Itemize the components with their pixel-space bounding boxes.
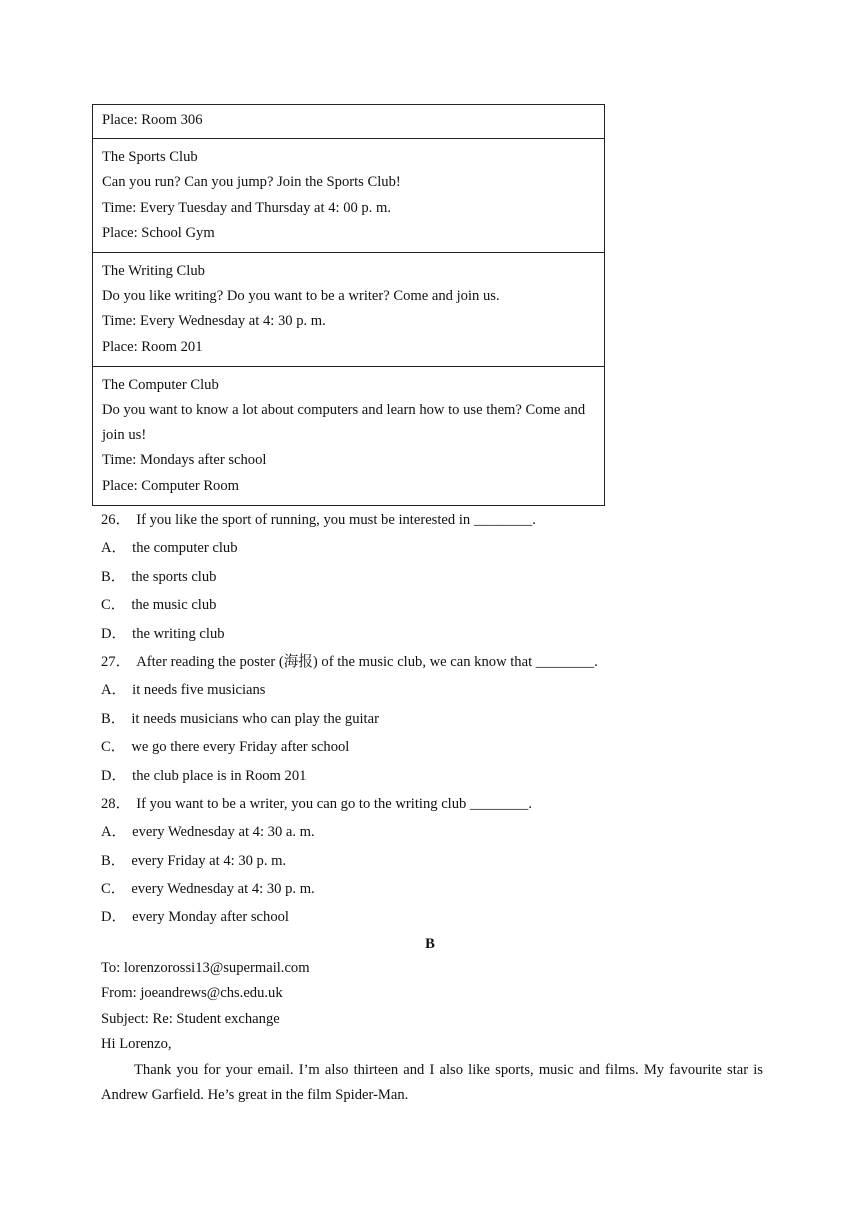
option-a <box>101 534 781 562</box>
option-text: it needs musicians who can play the guitar <box>131 710 379 727</box>
option-letter: B． <box>101 852 126 869</box>
club-cell-computer <box>93 367 604 506</box>
question-text: If you want to be a writer, you can go to the writing club ________. <box>136 795 532 812</box>
question-number: 28． <box>101 795 131 812</box>
option-letter: B． <box>101 710 126 727</box>
email-greeting: Hi Lorenzo, <box>101 1036 172 1053</box>
option-text: the music club <box>131 597 217 614</box>
club-table <box>92 104 605 506</box>
question-28 <box>101 790 781 932</box>
option-text: the sports club <box>131 568 217 585</box>
option-letter: A． <box>101 540 127 557</box>
option-letter: D． <box>101 909 127 926</box>
option-a <box>101 818 781 846</box>
question-list <box>101 506 781 932</box>
section-heading: B <box>425 936 435 952</box>
club-place: Place: School Gym <box>102 224 215 241</box>
option-text: the computer club <box>132 540 238 557</box>
club-description: Can you run? Can you jump? Join the Sports Club! <box>102 174 401 191</box>
club-place: Place: Room 201 <box>102 338 203 355</box>
question-stem <box>101 506 781 534</box>
question-27 <box>101 648 781 790</box>
option-text: every Monday after school <box>132 909 289 926</box>
email-from: From: joeandrews@chs.edu.uk <box>101 985 283 1002</box>
option-letter: C． <box>101 881 126 898</box>
email-to: To: lorenzorossi13@supermail.com <box>101 960 310 976</box>
club-description: Do you like writing? Do you want to be a writer? Come and join us. <box>102 288 500 305</box>
option-c <box>101 591 781 619</box>
question-text: If you like the sport of running, you must be interested in ________. <box>136 512 536 528</box>
option-b <box>101 563 781 591</box>
question-text: After reading the poster (海报) of the music club, we can know that ________. <box>136 653 598 670</box>
option-text: every Wednesday at 4: 30 a. m. <box>132 824 315 841</box>
club-time: Time: Mondays after school <box>102 452 267 469</box>
option-letter: D． <box>101 767 127 784</box>
question-stem <box>101 790 781 818</box>
club-cell-music-tail <box>93 105 604 139</box>
email-paragraph: Thank you for your email. I’m also thirteen and I also like sports, music and films. My favourite star is Andrew Garfield. He’s great in the film Spider-Man. <box>101 1061 763 1103</box>
option-letter: C． <box>101 739 126 756</box>
club-description: Do you want to know a lot about computers and learn how to use them? Come and join us! <box>102 402 586 444</box>
option-text: the club place is in Room 201 <box>132 767 307 784</box>
question-stem <box>101 648 781 676</box>
club-title: The Sports Club <box>102 149 198 166</box>
option-letter: D． <box>101 625 127 642</box>
club-place: Place: Computer Room <box>102 477 240 494</box>
option-text: the writing club <box>132 625 225 642</box>
option-letter: B． <box>101 568 126 585</box>
club-time: Time: Every Wednesday at 4: 30 p. m. <box>102 313 326 330</box>
option-letter: A． <box>101 682 127 699</box>
option-letter: A． <box>101 824 127 841</box>
question-number: 26． <box>101 512 131 528</box>
option-text: every Friday at 4: 30 p. m. <box>131 852 287 869</box>
option-text: every Wednesday at 4: 30 p. m. <box>131 881 315 898</box>
option-d <box>101 903 781 931</box>
option-letter: C． <box>101 597 126 614</box>
option-c <box>101 875 781 903</box>
option-d <box>101 620 781 648</box>
option-d <box>101 762 781 790</box>
club-cell-sports <box>93 139 604 253</box>
club-time: Time: Every Tuesday and Thursday at 4: 00 p. m. <box>102 199 392 216</box>
email-subject: Subject: Re: Student exchange <box>101 1010 280 1027</box>
option-b <box>101 705 781 733</box>
option-b <box>101 847 781 875</box>
option-text: we go there every Friday after school <box>131 739 350 756</box>
club-place: Place: Room 306 <box>102 112 203 128</box>
club-title: The Writing Club <box>102 263 205 280</box>
option-c <box>101 733 781 761</box>
email-passage <box>101 956 763 1108</box>
question-number: 27． <box>101 653 131 670</box>
option-text: it needs five musicians <box>132 682 266 699</box>
club-title: The Computer Club <box>102 376 219 393</box>
question-26 <box>101 506 781 648</box>
club-cell-writing <box>93 253 604 367</box>
option-a <box>101 676 781 704</box>
